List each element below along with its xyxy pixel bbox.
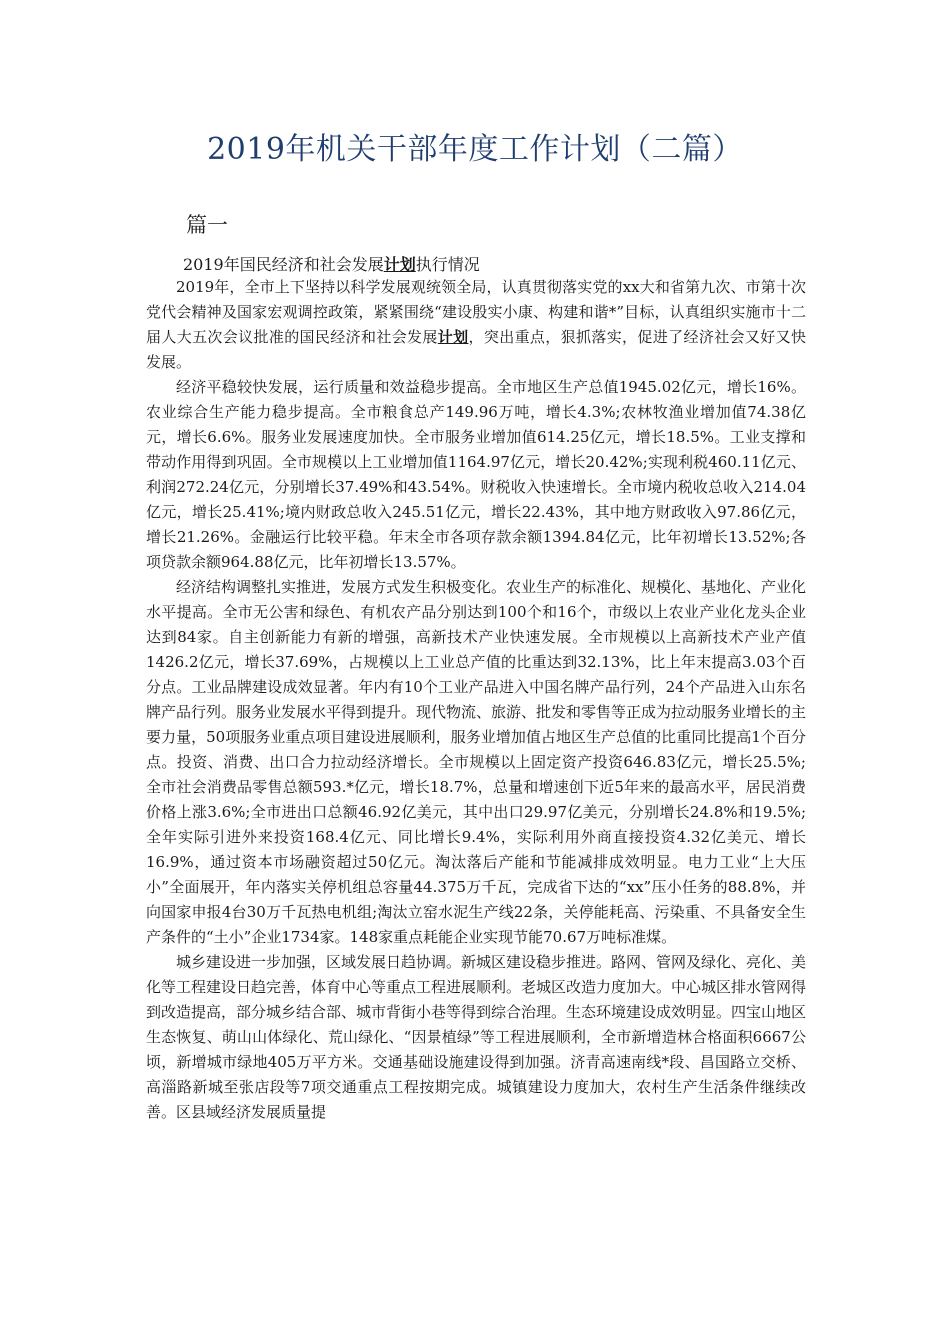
- subheading-text-before: 2019年国民经济和社会发展: [183, 255, 384, 274]
- subheading: [183, 253, 480, 277]
- document-title: 2019年机关干部年度工作计划（二篇）: [207, 132, 743, 167]
- paragraph: [146, 950, 806, 1125]
- subheading-keyword-link[interactable]: 计划: [383, 255, 416, 274]
- paragraph-text: 经济结构调整扎实推进，发展方式发生积极变化。农业生产的标准化、规模化、基地化、产业化水平提高。全市无公害和绿色、有机农产品分别达到100个和16个，市级以上农业产业化龙头企业达到84家。自主创新能力有新的增强，高新技术产业快速发展。全市规模以上高新技术产业产值1426.2亿元，增长37.69%，占规模以上工业总产值的比重达到32.13%，比上年末提高3.03个百分点。工业品牌建设成效显著。年内有10个工业产品进入中国名牌产品行列，24个产品进入山东名牌产品行列。服务业发展水平得到提升。现代物流、旅游、批发和零售等正成为拉动服务业增长的主要力量，50项服务业重点项目建设进展顺利，服务业增加值占地区生产总值的比重同比提高1个百分点。投资、消费、出口合力拉动经济增长。全市规模以上固定资产投资646.83亿元，增长25.5%;全市社会消费品零售总额593.*亿元，增长18.7%，总量和增速创下近5年来的最高水平，居民消费价格上涨3.6%;全市进出口总额46.92亿美元，其中出口29.97亿美元，分别增长24.8%和19.5%;全年实际引进外来投资168.4亿元、同比增长9.4%，实际利用外商直接投资4.32亿美元、增长16.9%，通过资本市场融资超过50亿元。淘汰落后产能和节能减排成效明显。电力工业“上大压小”全面展开，年内落实关停机组总容量44.375万千瓦，完成省下达的“xx”压小任务的88.8%，并向国家申报4台30万千瓦热电机组;淘汰立窑水泥生产线22条，关停能耗高、污染重、不具备安全生产条件的“土小”企业1734家。148家重点耗能企业实现节能70.67万吨标准煤。: [146, 578, 807, 946]
- section-heading: 篇一: [186, 213, 228, 237]
- body-text: [146, 275, 806, 1125]
- paragraph-text-after: ，突出重点，狠抓落实，促进了经济社会又好又快发展。: [146, 328, 806, 371]
- paragraph-keyword-link[interactable]: 计划: [437, 328, 469, 346]
- paragraph: [146, 275, 806, 375]
- subheading-text-after: 执行情况: [415, 255, 480, 274]
- paragraph-text: 经济平稳较快发展，运行质量和效益稳步提高。全市地区生产总值1945.02亿元，增长16%。农业综合生产能力稳步提高。全市粮食总产149.96万吨，增长4.3%;农林牧渔业增加值74.38亿元，增长6.6%。服务业发展速度加快。全市服务业增加值614.25亿元，增长18.5%。工业支撑和带动作用得到巩固。全市规模以上工业增加值1164.97亿元，增长20.42%;实现利税460.11亿元、利润272.24亿元，分别增长37.49%和43.54%。财税收入快速增长。全市境内税收总收入214.04亿元，增长25.41%;境内财政总收入245.51亿元，增长22.43%，其中地方财政收入97.86亿元，增长21.26%。金融运行比较平稳。年末全市各项存款余额1394.84亿元，比年初增长13.52%;各项贷款余额964.88亿元，比年初增长13.57%。: [146, 378, 806, 571]
- paragraph: [146, 575, 806, 950]
- paragraph-text-before: 2019年，全市上下坚持以科学发展观统领全局，认真贯彻落实党的xx大和省第九次、市第十次党代会精神及国家宏观调控政策，紧紧围绕“建设殷实小康、构建和谐*”目标，认真组织实施市十二届人大五次会议批准的国民经济和社会发展: [146, 278, 806, 346]
- paragraph-text: 城乡建设进一步加强，区域发展日趋协调。新城区建设稳步推进。路网、管网及绿化、亮化、美化等工程建设日趋完善，体育中心等重点工程进展顺利。老城区改造力度加大。中心城区排水管网得到改造提高，部分城乡结合部、城市背街小巷等得到综合治理。生态环境建设成效明显。四宝山地区生态恢复、萌山山体绿化、荒山绿化、“因景植绿”等工程进展顺利，全市新增造林合格面积6667公顷，新增城市绿地405万平方米。交通基础设施建设得到加强。济青高速南线*段、昌国路立交桥、高淄路新城至张店段等7项交通重点工程按期完成。城镇建设力度加大，农村生产生活条件继续改善。区县域经济发展质量提: [146, 953, 807, 1121]
- paragraph: [146, 375, 806, 575]
